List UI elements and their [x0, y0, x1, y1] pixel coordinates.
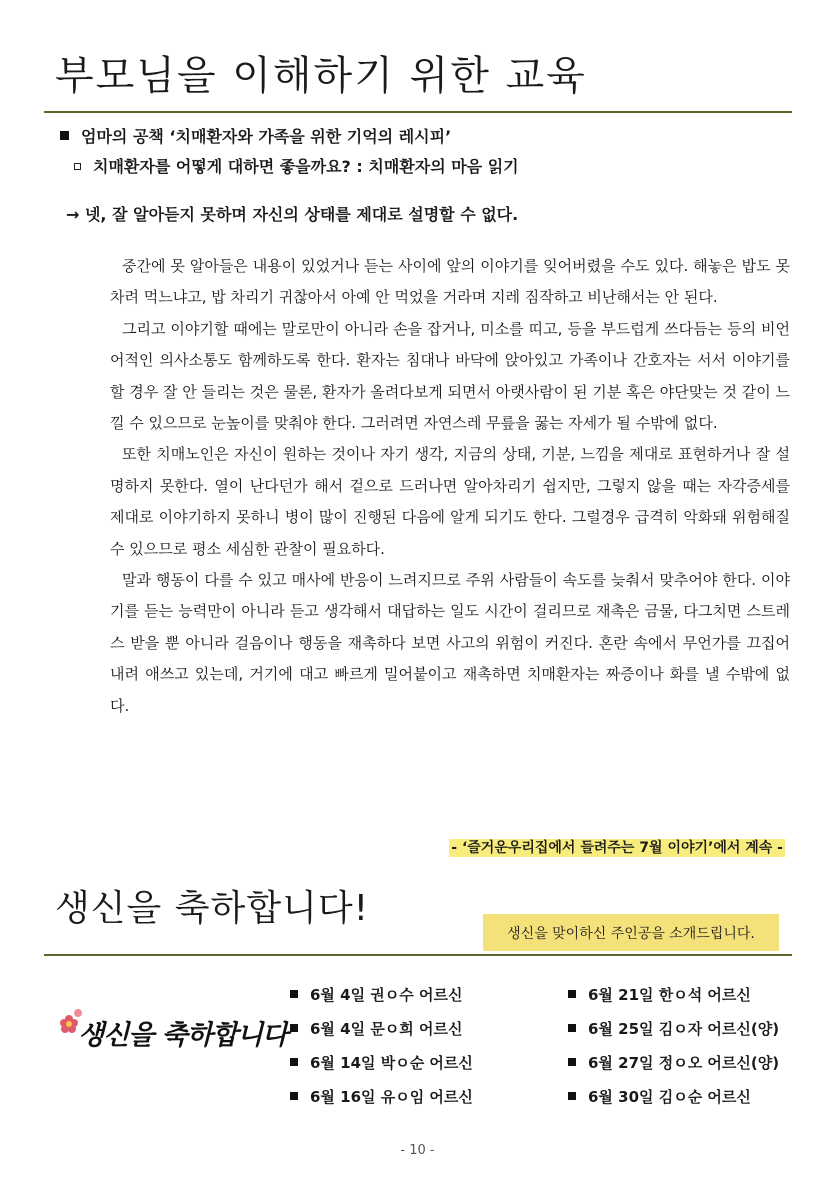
list-item: 6월 16일 유ㅇ임 어르신 [290, 1080, 473, 1114]
square-bullet-icon [290, 990, 298, 998]
birthday-list-right [568, 978, 779, 1114]
flower-icon [60, 1015, 78, 1033]
bullet-book-title: 엄마의 공책 ‘치매환자와 가족을 위한 기억의 레시피’ [60, 125, 451, 149]
birthday-list-left [290, 978, 473, 1114]
article-body [110, 251, 790, 722]
square-bullet-icon [290, 1092, 298, 1100]
page-number: - 10 - [400, 1143, 435, 1158]
square-bullet-icon [290, 1058, 298, 1066]
list-item: 6월 25일 김ㅇ자 어르신(양) [568, 1012, 779, 1046]
paragraph: 중간에 못 알아들은 내용이 있었거나 듣는 사이에 앞의 이야기를 잊어버렸을 수도 있다. 해놓은 밥도 못 차려 먹느냐고, 밥 차리기 귀찮아서 아예 안 먹었을 거라며 지레 짐작하고 비난해서는 안 된다. [110, 257, 790, 307]
square-bullet-icon [290, 1024, 298, 1032]
list-item: 6월 14일 박ㅇ순 어르신 [290, 1046, 473, 1080]
square-bullet-icon [60, 131, 69, 140]
list-item: 6월 4일 문ㅇ희 어르신 [290, 1012, 473, 1046]
list-item: 6월 30일 김ㅇ순 어르신 [568, 1080, 779, 1114]
list-item: 6월 27일 정ㅇ오 어르신(양) [568, 1046, 779, 1080]
title-divider [44, 111, 792, 113]
square-bullet-icon [568, 1024, 576, 1032]
square-bullet-icon [568, 990, 576, 998]
square-bullet-icon [568, 1092, 576, 1100]
continued-note: - ‘즐거운우리집에서 들려주는 7월 이야기’에서 계속 - [451, 840, 783, 856]
paragraph: 또한 치매노인은 자신이 원하는 것이나 자기 생각, 지금의 상태, 기분, 느낌을 제대로 표현하거나 잘 설명하지 못한다. 열이 난다던가 해서 겉으로 드러나면 알아차리기 쉽지만, 그렇지 않을 때는 자각증세를 제대로 이야기하지 못하니 병이 많이 진행된 다음에 알게 되기도 한다. 그럴경우 급격히 악화돼 위험해질 수 있으므로 평소 세심한 관찰이 필요하다. [110, 445, 790, 558]
list-item: 6월 4일 권ㅇ수 어르신 [290, 978, 473, 1012]
birthday-calligraphy-logo [60, 1005, 288, 1055]
hollow-square-bullet-icon [74, 163, 81, 170]
logo-text: 생신을 축하합니다 [78, 1020, 288, 1051]
square-bullet-icon [568, 1058, 576, 1066]
bullet-subtopic: 치매환자를 어떻게 대하면 좋을까요? : 치매환자의 마음 읽기 [74, 155, 519, 179]
birthday-divider [44, 954, 792, 956]
birthday-intro-banner: 생신을 맞이하신 주인공을 소개드립니다. [483, 914, 779, 951]
paragraph: 그리고 이야기할 때에는 말로만이 아니라 손을 잡거나, 미소를 띠고, 등을 부드럽게 쓰다듬는 등의 비언어적인 의사소통도 함께하도록 한다. 환자는 침대나 바닥에 앉아있고 가족이나 간호자는 서서 이야기를 할 경우 잘 안 들리는 것은 물론, 환자가 올려다보게 되면서 아랫사람이 된 기분 혹은 야단맞는 것 같이 느낄 수 있으므로 눈높이를 맞춰야 한다. 그러려면 자연스레 무릎을 꿇는 자세가 될 수밖에 없다. [110, 319, 790, 433]
bullet-point-four: → 넷, 잘 알아듣지 못하며 자신의 상태를 제대로 설명할 수 없다. [66, 205, 519, 224]
paragraph: 말과 행동이 다를 수 있고 매사에 반응이 느려지므로 주위 사람들이 속도를 늦춰서 맞추어야 한다. 이야기를 듣는 능력만이 아니라 듣고 생각해서 대답하는 일도 시간이 걸리므로 재촉은 금물, 다그치면 스트레스 받을 뿐 아니라 걸음이나 행동을 재촉하다 보면 사고의 위험이 커진다. 혼란 속에서 무언가를 끄집어내려 애쓰고 있는데, 거기에 대고 빠르게 밀어붙이고 재촉하면 치매환자는 짜증이나 화를 낼 수밖에 없다. [110, 571, 790, 715]
section-title-education: 부모님을 이해하기 위한 교육 [55, 53, 587, 99]
section-title-birthday: 생신을 축하합니다! [55, 888, 370, 929]
list-item: 6월 21일 한ㅇ석 어르신 [568, 978, 779, 1012]
